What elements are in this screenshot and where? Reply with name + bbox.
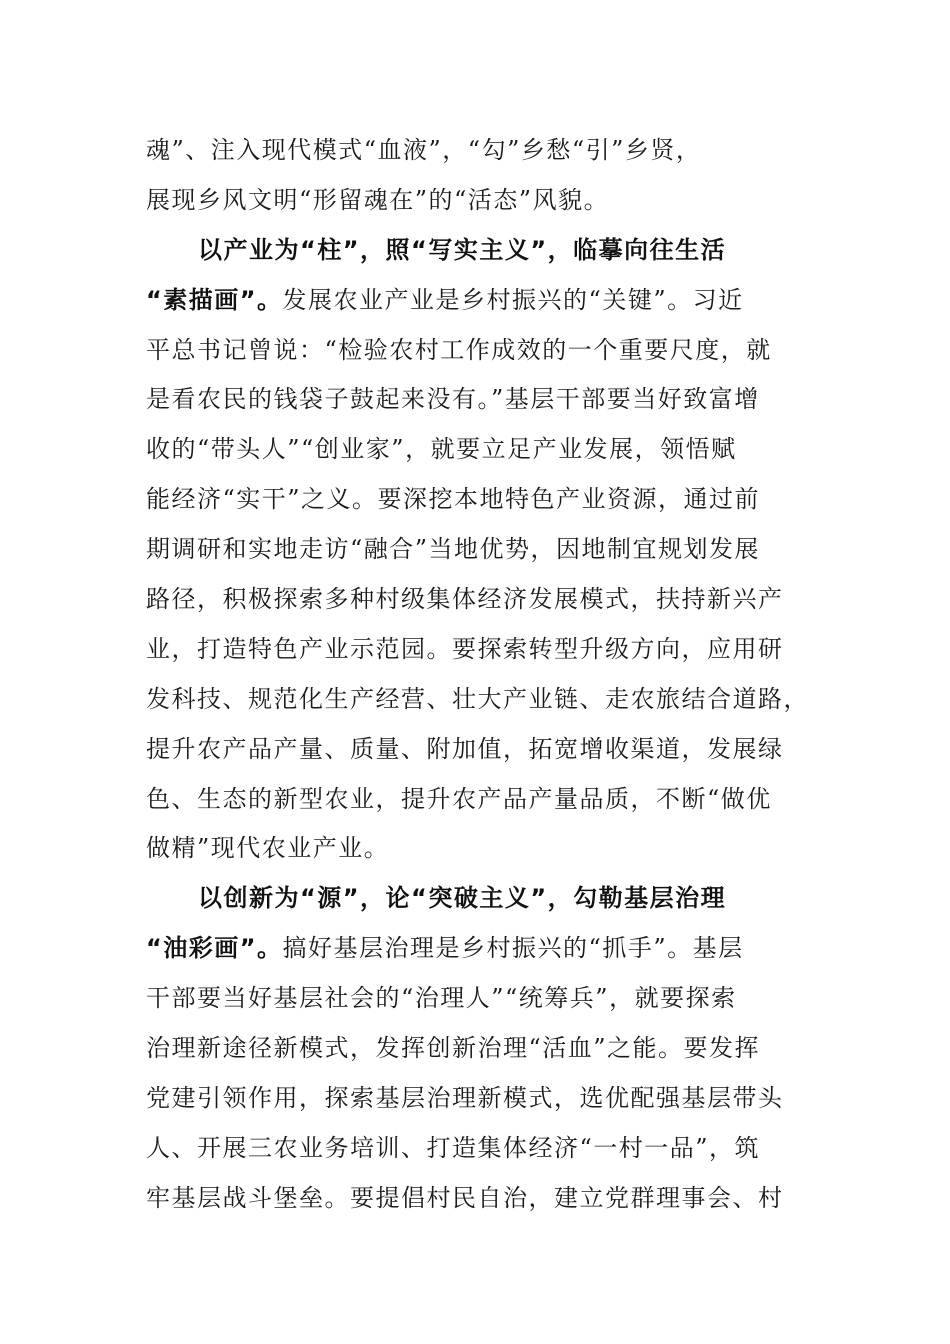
line-text: 魂”、注入现代模式“血液”，“勾”乡愁“引”乡贤，: [146, 136, 702, 164]
section-heading: [146, 874, 796, 924]
text-line: [146, 575, 796, 625]
line-text: 干部要当好基层社会的“治理人”“统筹兵”，就要探索: [146, 984, 737, 1013]
line-text: 党建引领作用，探索基层治理新模式，选优配强基层带头: [146, 1083, 784, 1112]
heading-text: 以产业为“柱”，照“写实主义”，临摹向往生活: [198, 235, 727, 264]
line-text: 牢基层战斗堡垒。要提倡村民自治，建立党群理事会、村: [146, 1183, 784, 1212]
text-line: [146, 276, 796, 326]
text-line: [146, 326, 796, 376]
line-text: 是看农民的钱袋子鼓起来没有。”基层干部要当好致富增: [146, 385, 760, 414]
line-text: 提升农产品产量、质量、附加值，拓宽增收渠道，发展绿: [146, 734, 784, 763]
document-body: [146, 126, 809, 1224]
line-text: 业，打造特色产业示范园。要探索转型升级方向，应用研: [146, 634, 784, 663]
line-text: 展现乡风文明“形留魂在”的“活态”风貌。: [146, 185, 610, 214]
line-text: 色、生态的新型农业，提升农产品产量品质，不断“做优: [146, 784, 772, 813]
text-line: [146, 1174, 796, 1224]
text-line: [146, 775, 796, 825]
text-line: [146, 974, 796, 1024]
line-text: 搞好基层治理是乡村振兴的“抓手”。基层: [282, 934, 744, 963]
heading-tail: “油彩画”。: [146, 934, 283, 963]
line-text: 发科技、规范化生产经营、壮大产业链、走农旅结合道路，: [146, 684, 809, 713]
text-line: [146, 824, 796, 874]
line-text: 期调研和实地走访“融合”当地优势，因地制宜规划发展: [146, 535, 761, 564]
heading-tail: “素描画”。: [146, 285, 283, 314]
line-text: 发展农业产业是乡村振兴的“关键”。习近: [282, 285, 744, 314]
text-line: [146, 176, 796, 226]
line-text: 能经济“实干”之义。要深挖本地特色产业资源，通过前: [146, 485, 761, 514]
heading-text: 以创新为“源”，论“突破主义”，勾勒基层治理: [198, 884, 727, 913]
text-line: [146, 525, 796, 575]
line-text: 人、开展三农业务培训、打造集体经济“一村一品”，筑: [146, 1133, 761, 1162]
line-text: 平总书记曾说：“检验农村工作成效的一个重要尺度，就: [146, 335, 772, 364]
line-text: 治理新途径新模式，发挥创新治理“活血”之能。要发挥: [146, 1034, 761, 1063]
line-text: 收的“带头人”“创业家”，就要立足产业发展，领悟赋: [146, 435, 737, 464]
text-line: [146, 425, 796, 475]
text-line: [146, 725, 796, 775]
text-line: [146, 675, 809, 725]
line-text: 做精”现代农业产业。: [146, 834, 390, 863]
section-heading: [146, 226, 796, 276]
text-line: [146, 1074, 796, 1124]
text-line: [146, 924, 796, 974]
text-line: [146, 475, 796, 525]
text-line: [146, 126, 796, 176]
text-line: [146, 375, 796, 425]
text-line: [146, 1124, 796, 1174]
line-text: 路径，积极探索多种村级集体经济发展模式，扶持新兴产: [146, 585, 784, 614]
text-line: [146, 625, 796, 675]
text-line: [146, 1024, 796, 1074]
